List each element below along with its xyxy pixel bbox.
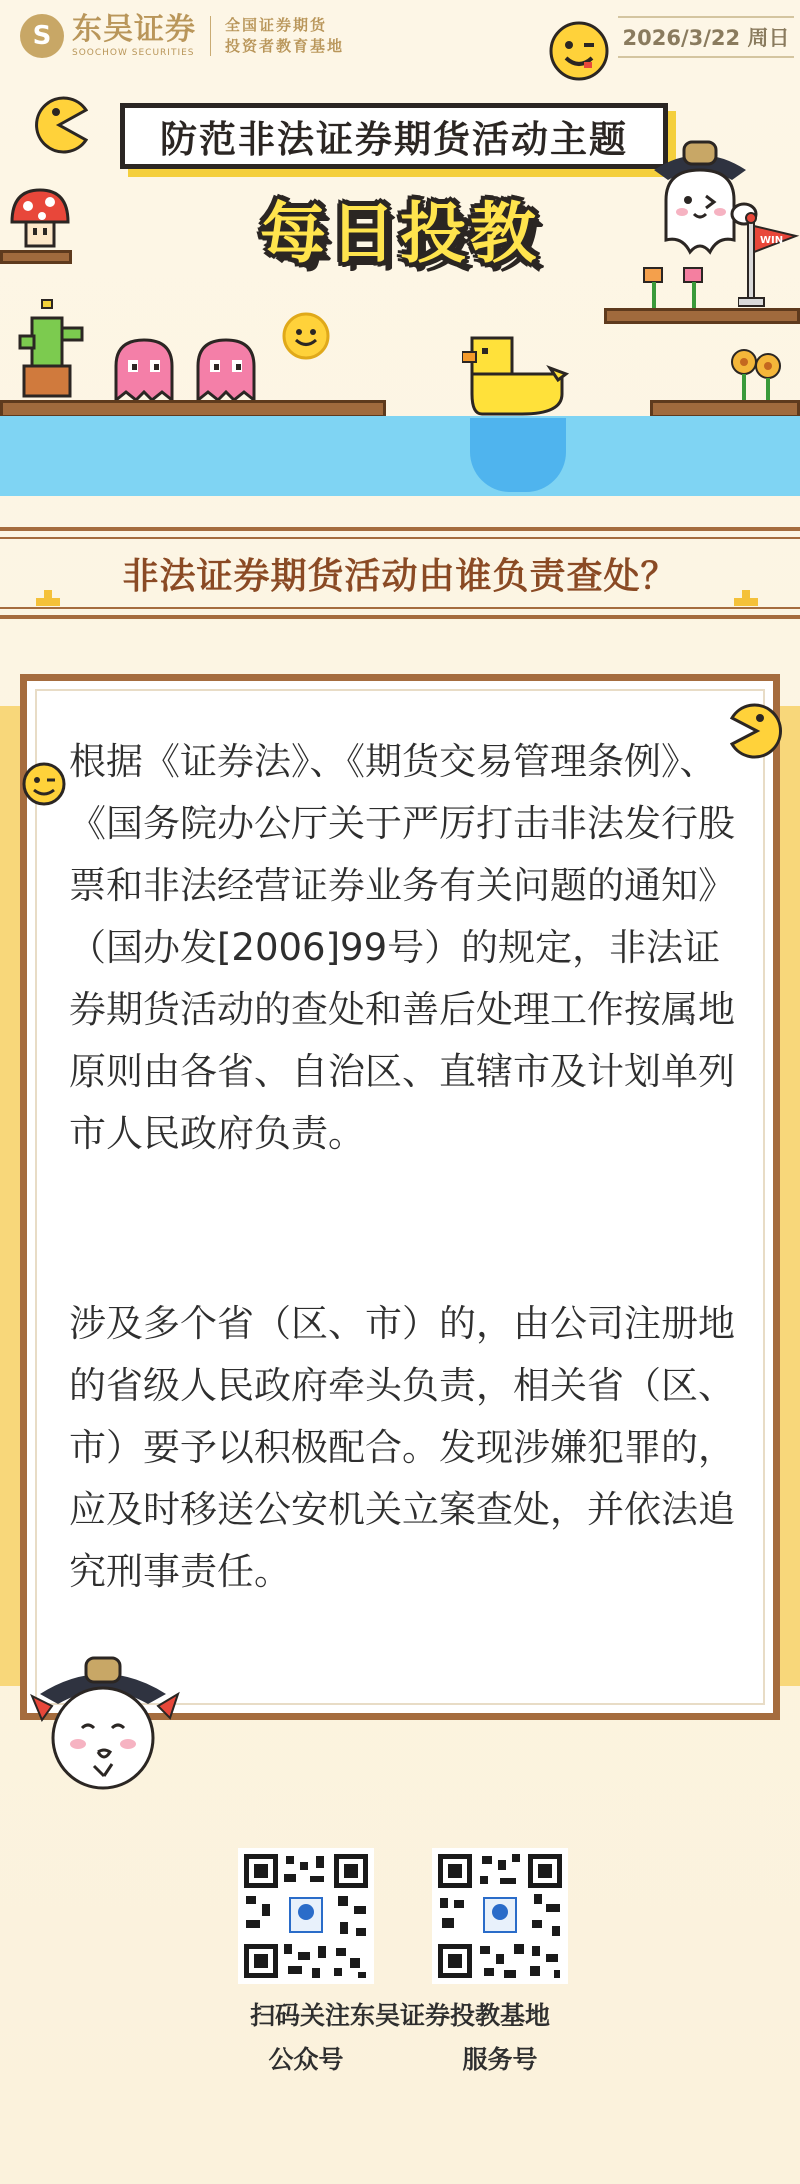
pink-ghost-icon-2 bbox=[194, 336, 258, 402]
cactus-pot-icon bbox=[16, 296, 96, 400]
pacman-icon bbox=[30, 96, 88, 154]
left-upper-platform bbox=[0, 250, 72, 264]
logo-divider bbox=[210, 16, 211, 56]
qr-code-public-account[interactable] bbox=[238, 1848, 374, 1984]
pacman-small-icon bbox=[728, 702, 786, 760]
smile-coin-icon bbox=[280, 310, 332, 362]
qr-code-service-account[interactable] bbox=[432, 1848, 568, 1984]
article-card bbox=[20, 674, 780, 1720]
scan-follow-text: 扫码关注东吴证券投教基地 bbox=[249, 2001, 550, 2030]
pixel-sparkle-left bbox=[36, 590, 62, 608]
tulips-icon bbox=[638, 266, 718, 310]
logo-mark: S bbox=[20, 14, 64, 58]
mushroom-icon bbox=[8, 186, 72, 252]
qr-left-label: 公众号 bbox=[268, 2045, 344, 2074]
wink-smiley-icon bbox=[548, 20, 610, 82]
water-strip bbox=[0, 416, 800, 496]
left-side-strip bbox=[0, 706, 20, 1686]
right-upper-platform bbox=[604, 308, 800, 324]
question-banner bbox=[0, 527, 800, 619]
win-flag-icon bbox=[738, 212, 800, 308]
pink-ghost-icon bbox=[112, 336, 176, 402]
mascot-thinking-icon bbox=[18, 1648, 188, 1798]
article-paragraph-1: 根据《证券法》、《期货交易管理条例》、《国务院办公厅关于严厉打击非法发行股票和非法经营证券业务有关问题的通知》（国办发[2006]99号）的规定，非法证券期货活动的查处和善后处理工作按属地原则由各省、自治区、直辖市及计划单列市人民政府负责。 bbox=[69, 740, 735, 1155]
pixel-sparkle-right bbox=[734, 590, 760, 608]
sunflowers-icon bbox=[728, 346, 788, 402]
qr-right-label: 服务号 bbox=[462, 2045, 538, 2074]
daily-education-heading: 每日投教 bbox=[260, 194, 540, 272]
logo-name-cn: 东吴证券 bbox=[72, 11, 196, 47]
smiley-side-icon bbox=[20, 760, 68, 808]
article-paragraph-2: 涉及多个省（区、市）的，由公司注册地的省级人民政府牵头负责，相关省（区、市）要予以积极配合。发现涉嫌犯罪的，应及时移送公安机关立案查处，并依法追究刑事责任。 bbox=[69, 1302, 735, 1593]
logo-name-en: SOOCHOW SECURITIES bbox=[72, 47, 195, 58]
date-label: 2026/3/22 周日 bbox=[618, 16, 794, 58]
yellow-duck-icon bbox=[462, 334, 572, 418]
flag-label: WIN bbox=[760, 235, 784, 246]
question-heading: 非法证券期货活动由谁负责查处？ bbox=[122, 555, 678, 597]
theme-title: 防范非法证券期货活动主题 bbox=[120, 103, 668, 169]
brand-logo bbox=[20, 11, 345, 58]
logo-subtitle: 全国证券期货 投资者教育基地 bbox=[225, 16, 345, 55]
right-side-strip bbox=[780, 706, 800, 1686]
duck-reflection bbox=[470, 418, 566, 492]
